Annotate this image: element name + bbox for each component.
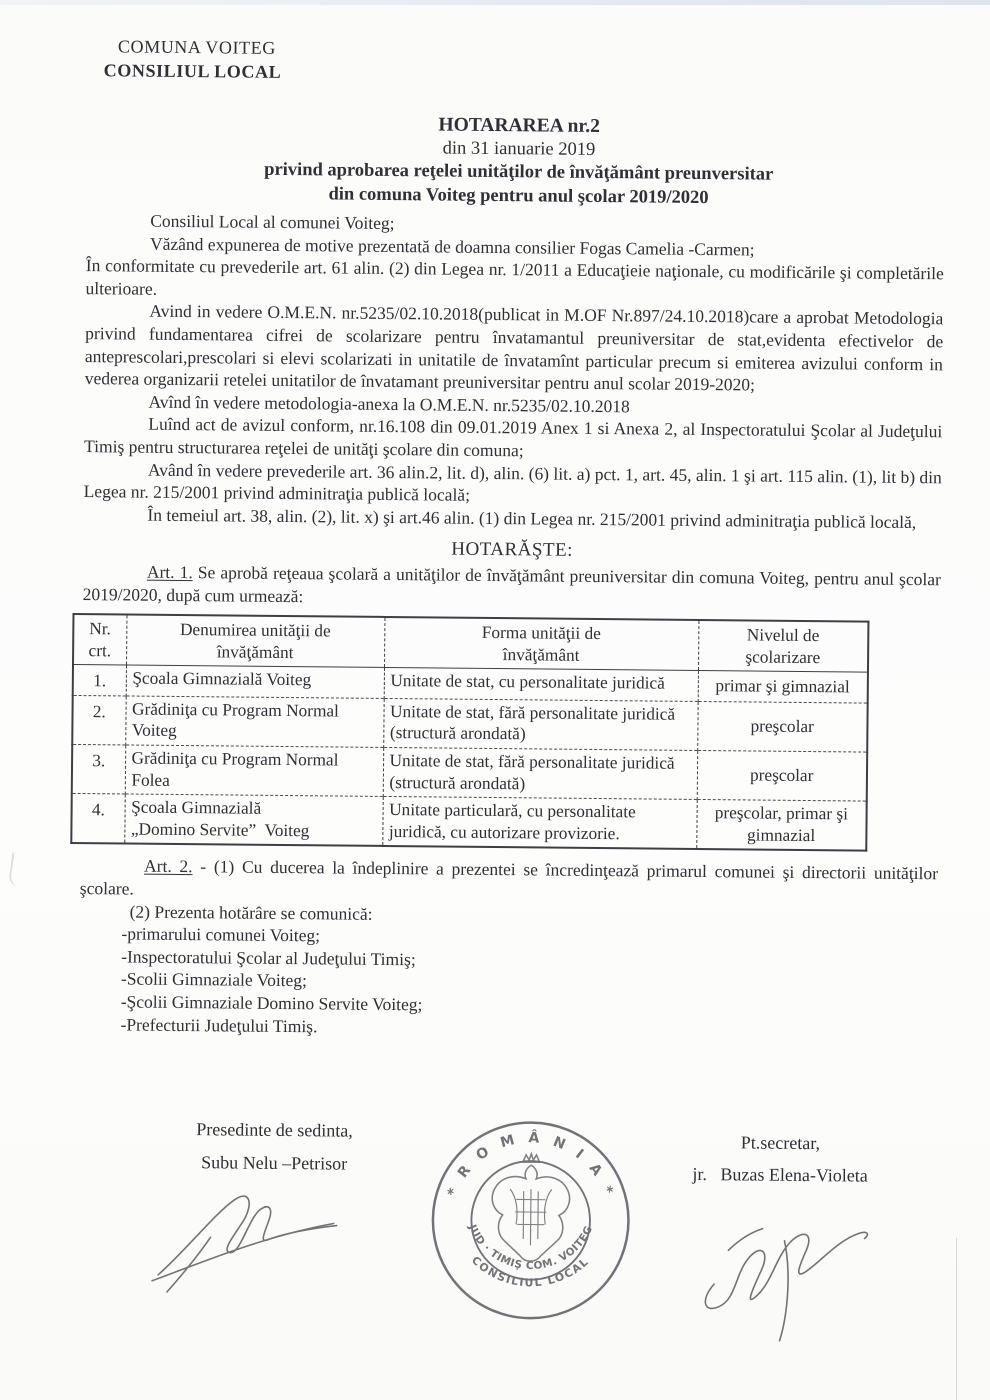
cell-denumirea: Şcoala Gimnazială Voiteg: [126, 665, 384, 698]
preamble-paragraph: În conformitate cu prevederile art. 61 alin. (2) din Legea nr. 1/2011 a Educaţieie naţionale, cu modificările şi completările ulterioare.: [85, 255, 944, 299]
decision-subject-line1: privind aprobarea reţelei unităţilor de învăţământ preunversitar: [264, 159, 774, 185]
stamp-country-text: * R O M Â N I A *: [444, 1130, 618, 1201]
cell-denumirea: Şcoala Gimnazială „Domino Servite” Voiteg: [124, 794, 382, 846]
official-round-stamp-icon: [426, 1115, 636, 1325]
article-2: [80, 854, 938, 907]
secretary-signature-icon: [687, 1188, 879, 1350]
article-1-label: Art. 1.: [146, 561, 193, 583]
cell-denumirea: Grădiniţa cu Program Normal Voiteg: [125, 696, 383, 748]
secretary-name: jr. Buzas Elena-Violeta: [692, 1163, 868, 1186]
preamble-paragraph: Văzând expunerea de motive prezentată de doamna consilier Fogas Camelia -Carmen;: [149, 233, 755, 260]
cell-nivelul: preşcolar: [697, 701, 867, 752]
cell-nivelul: primar şi gimnazial: [698, 671, 868, 703]
preamble-paragraph: Avind in vedere O.M.E.N. nr.5235/02.10.2018(publicat in M.OF Nr.897/24.10.2018)care a aprobat Metodologia privind fundamentarea cifrei de scolarizare pentru învatamantul preuniversitar de stat,evidenta efectivelor de anteprescolari,prescolari si elevi scolarizati in unitatile de învatamînt particular precum si emiterea avizului conform in vederea organizarii retelei unitatilor de învatamant preuniversitar pentru anul scolar 2019-2020;: [84, 301, 944, 395]
preamble-paragraph: Consiliul Local al comunei Voiteg;: [150, 210, 395, 234]
letterhead-council: CONSILIUL LOCAL: [103, 60, 282, 82]
cell-denumirea: Grădiniţa cu Program Normal Folea: [125, 745, 383, 797]
school-network-table: [70, 613, 869, 852]
secretary-role: Pt.secretar,: [740, 1132, 821, 1154]
distribution-item: -Prefecturii Judeţului Timiş.: [120, 1014, 318, 1036]
stamp-county-text: JUD · TIMIŞ COM. VOITEG: [466, 1223, 596, 1273]
president-signature-icon: [140, 1179, 351, 1296]
scan-edge-artifact-top: [0, 0, 990, 5]
title-block: [53, 110, 984, 213]
decision-date: din 31 ianuarie 2019: [442, 137, 596, 160]
cell-nr: 2.: [72, 695, 125, 745]
scan-edge-artifact-right: [956, 1238, 957, 1400]
distribution-item: -Inspectoratului Şcolar al Judeţului Timiş;: [121, 946, 416, 970]
distribution-list: [78, 922, 937, 1043]
document-body: [78, 209, 944, 1043]
table-row: [72, 695, 867, 752]
cell-nr: 3.: [72, 745, 125, 795]
cell-forma: Unitate de stat, fără personalitate juridică (structură arondată): [383, 748, 697, 800]
preamble-paragraph: Având în vedere prevederile art. 36 alin.2, lit. d), alin. (6) lit. a) pct. 1, art. 45, alin. 1 şi art. 115 alin. (1), lit b) din Legea nr. 215/2001 privind adminitraţia publică locală;: [83, 459, 942, 505]
table-header-row: [73, 614, 868, 672]
article-1-text: Se aprobă reţeaua şcolară a unităţilor de învăţământ preuniversitar din comuna Voiteg, pentru anul şcolar 2019/2020, după cum urmează:: [82, 562, 941, 606]
stamp-coat-of-arms-icon: [492, 1153, 570, 1261]
signature-block-president: [147, 1119, 402, 1175]
cell-forma: Unitate de stat, fără personalitate juridică (structură arondată): [383, 698, 697, 750]
cell-nivelul: preşcolar: [697, 751, 867, 802]
header-forma: Forma unităţii de învăţământ: [384, 617, 698, 671]
article-2-text: - (1) Cu ducerea la îndeplinire a prezentei se încredinţează primarul comunei şi directorii unităţilor şcolare.: [79, 856, 939, 899]
cell-forma: Unitate particulară, cu personalitate juridică, cu autorizare provizorie.: [382, 797, 696, 850]
table-row: [72, 745, 867, 802]
decree-heading: HOTARĂŞTE:: [451, 538, 574, 562]
letterhead-commune: COMUNA VOITEG: [117, 36, 277, 58]
table-row: [71, 794, 866, 851]
preamble-paragraph: Avînd în vedere metodologia-anexa la O.M.E.N. nr.5235/02.10.2018: [148, 391, 630, 417]
header-nivelul: Nivelul de şcolarizare: [698, 620, 868, 672]
article-2-label: Art. 2.: [143, 856, 193, 877]
signature-block-secretary: [651, 1132, 909, 1187]
article-1: [83, 560, 941, 613]
distribution-item: -Scolii Gimnaziale Voiteg;: [120, 968, 308, 991]
header-denumirea: Denumirea unităţii de învăţământ: [126, 615, 384, 668]
distribution-item: -Şcolii Gimnaziale Domino Servite Voiteg;: [120, 991, 423, 1015]
letterhead: [104, 36, 282, 83]
decision-subject-line2: din comuna Voiteg pentru anul şcolar 2019/2020: [328, 183, 709, 208]
distribution-item: -primarului comunei Voiteg;: [121, 923, 321, 946]
cell-nr: 1.: [93, 671, 107, 691]
preamble-paragraph: În temeiul art. 38, alin. (2), lit. x) şi art.46 alin. (1) din Legea nr. 215/2001 privind adminitraţia publică locală,: [147, 504, 917, 532]
cell-nr: 4.: [71, 794, 124, 844]
decision-number: HOTARAREA nr.2: [438, 114, 601, 137]
stamp-council-text: CONSILIUL LOCAL: [468, 1253, 592, 1290]
president-name: Subu Nelu –Petrisor: [201, 1152, 348, 1174]
communicate-line: (2) Prezenta hotărâre se comunică:: [129, 901, 373, 924]
cell-nivelul: preşcolar, primar şi gimnazial: [696, 800, 866, 851]
preamble-paragraph: Luînd act de avizul conform, nr.16.108 din 09.01.2019 Anex 1 si Anexa 2, al Inspectoratului Şcolar al Judeţului Timiş pentru structurarea reţelei de unităţi şcolare din comuna;: [84, 414, 943, 461]
header-nr-crt: Nr. crt.: [73, 614, 126, 665]
cell-forma: Unitate de stat, cu personalitate juridică: [384, 668, 698, 702]
president-role: Presedinte de sedinta,: [196, 1119, 353, 1141]
